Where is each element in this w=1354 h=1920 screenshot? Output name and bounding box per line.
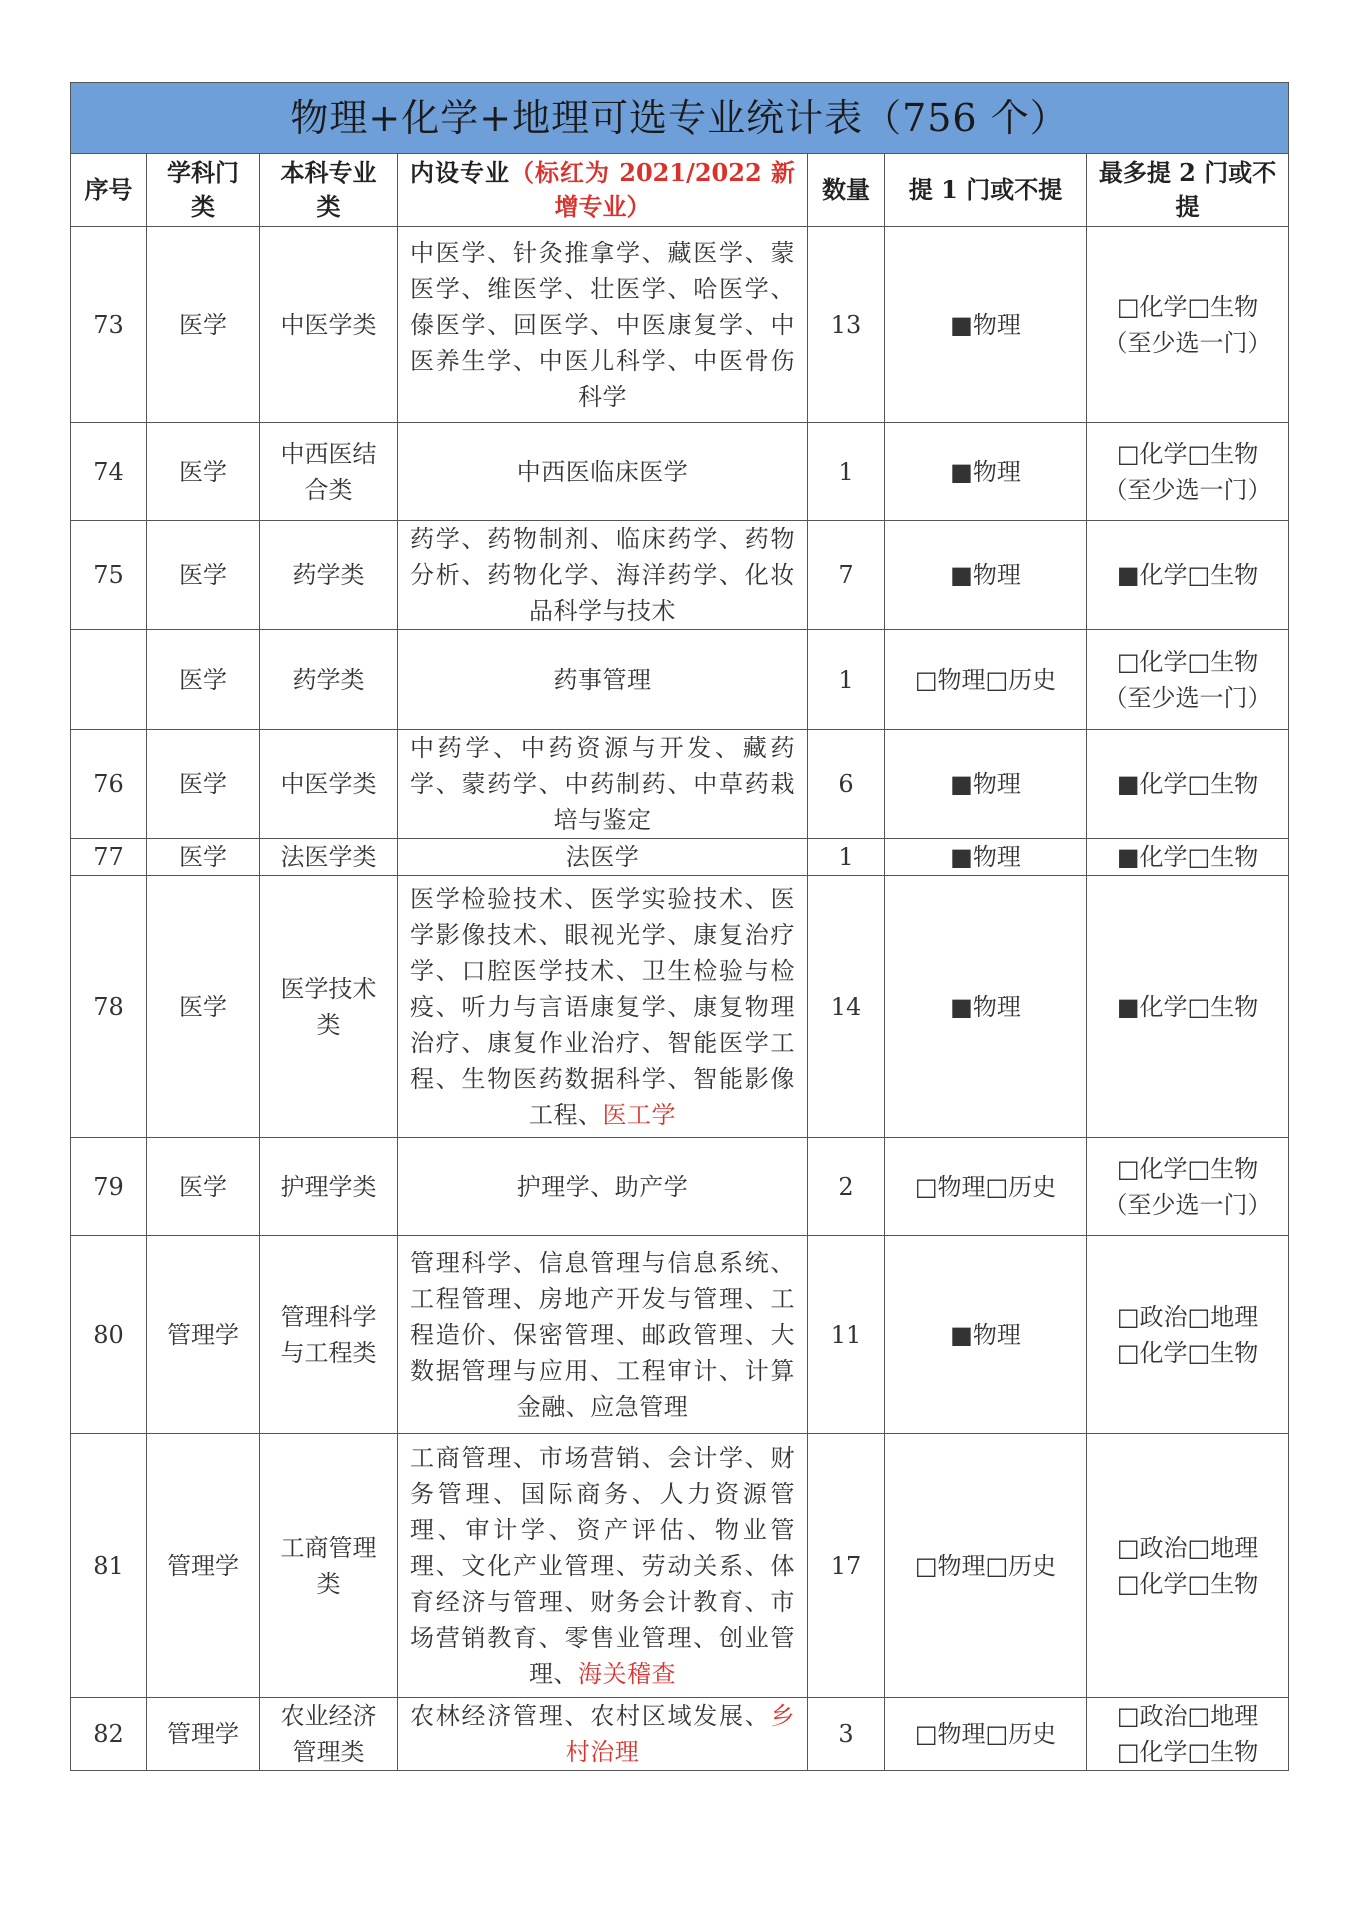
cell-category: 医学 — [147, 839, 260, 876]
table-title: 物理+化学+地理可选专业统计表（756 个） — [71, 83, 1289, 154]
cell-req2 — [1087, 839, 1289, 876]
header-req2: 最多提 2 门或不提 — [1087, 154, 1289, 227]
majors-text: 法医学 — [565, 843, 640, 871]
cell-class: 医学技术类 — [260, 876, 398, 1138]
cell-majors — [398, 1434, 808, 1698]
req2-line2: （至少选一门） — [1103, 683, 1272, 712]
cell-req2 — [1087, 876, 1289, 1138]
cell-count: 7 — [808, 521, 885, 630]
req2-line1: □化学□生物 — [1116, 647, 1259, 676]
cell-req1: □物理□历史 — [885, 1698, 1087, 1771]
table-row — [71, 730, 1289, 839]
cell-majors — [398, 423, 808, 521]
req2-line2: （至少选一门） — [1103, 328, 1272, 357]
table-row — [71, 1698, 1289, 1771]
cell-seq: 76 — [71, 730, 147, 839]
cell-seq: 75 — [71, 521, 147, 630]
table-row — [71, 227, 1289, 423]
cell-majors — [398, 521, 808, 630]
majors-text: 药事管理 — [553, 665, 652, 694]
cell-category: 医学 — [147, 1138, 260, 1236]
req2-line1: ■化学□生物 — [1116, 992, 1259, 1021]
req2-line1: ■化学□生物 — [1116, 843, 1259, 871]
req2-line1: ■化学□生物 — [1116, 561, 1259, 589]
table-row — [71, 1138, 1289, 1236]
cell-req2 — [1087, 630, 1289, 730]
cell-seq: 77 — [71, 839, 147, 876]
statistics-table — [70, 82, 1289, 1771]
cell-req1: ■物理 — [885, 876, 1087, 1138]
cell-count: 1 — [808, 839, 885, 876]
cell-majors — [398, 1138, 808, 1236]
cell-seq — [71, 630, 147, 730]
majors-text: 药学、药物制剂、临床药学、药物分析、药物化学、海洋药学、化妆品科学与技术 — [410, 525, 795, 625]
cell-class: 药学类 — [260, 630, 398, 730]
cell-class: 中医学类 — [260, 227, 398, 423]
cell-seq: 80 — [71, 1236, 147, 1434]
table-row — [71, 630, 1289, 730]
cell-category: 医学 — [147, 630, 260, 730]
cell-category: 医学 — [147, 227, 260, 423]
cell-seq: 79 — [71, 1138, 147, 1236]
header-majors-note: （标红为 2021/2022 新增专业） — [509, 158, 795, 221]
req2-line2: （至少选一门） — [1103, 1190, 1272, 1219]
table-row — [71, 839, 1289, 876]
header-majors — [398, 154, 808, 227]
cell-req1: ■物理 — [885, 839, 1087, 876]
cell-count: 2 — [808, 1138, 885, 1236]
cell-req2 — [1087, 521, 1289, 630]
cell-majors — [398, 730, 808, 839]
statistics-table-wrapper — [70, 82, 1288, 1771]
majors-text: 工商管理、市场营销、会计学、财务管理、国际商务、人力资源管理、审计学、资产评估、物业管理、文化产业管理、劳动关系、体育经济与管理、财务会计教育、市场营销教育、零售业管理、创业管理、 — [410, 1443, 795, 1688]
cell-count: 17 — [808, 1434, 885, 1698]
req2-line2: □化学□生物 — [1116, 1338, 1259, 1367]
cell-seq: 78 — [71, 876, 147, 1138]
header-req1: 提 1 门或不提 — [885, 154, 1087, 227]
table-row — [71, 876, 1289, 1138]
cell-seq: 81 — [71, 1434, 147, 1698]
cell-req1: ■物理 — [885, 521, 1087, 630]
cell-category: 医学 — [147, 730, 260, 839]
cell-majors — [398, 839, 808, 876]
cell-req2 — [1087, 1434, 1289, 1698]
cell-category: 医学 — [147, 423, 260, 521]
majors-text: 中药学、中药资源与开发、藏药学、蒙药学、中药制药、中草药栽培与鉴定 — [410, 734, 795, 834]
cell-seq: 82 — [71, 1698, 147, 1771]
cell-req2 — [1087, 423, 1289, 521]
cell-req1: □物理□历史 — [885, 1434, 1087, 1698]
cell-class: 法医学类 — [260, 839, 398, 876]
cell-req2 — [1087, 1698, 1289, 1771]
majors-text: 中医学、针灸推拿学、藏医学、蒙医学、维医学、壮医学、哈医学、傣医学、回医学、中医康复学、中医养生学、中医儿科学、中医骨伤科学 — [410, 238, 795, 411]
req2-line2: □化学□生物 — [1116, 1569, 1259, 1598]
req2-line1: □政治□地理 — [1116, 1533, 1259, 1562]
cell-req1: ■物理 — [885, 1236, 1087, 1434]
cell-count: 1 — [808, 423, 885, 521]
cell-category: 管理学 — [147, 1434, 260, 1698]
table-row — [71, 1236, 1289, 1434]
req2-line1: □化学□生物 — [1116, 439, 1259, 468]
cell-majors — [398, 876, 808, 1138]
table-row — [71, 521, 1289, 630]
cell-class: 护理学类 — [260, 1138, 398, 1236]
header-class: 本科专业类 — [260, 154, 398, 227]
header-majors-label: 内设专业 — [410, 158, 510, 187]
cell-count: 13 — [808, 227, 885, 423]
cell-req2 — [1087, 1236, 1289, 1434]
majors-new-text: 乡村治理 — [565, 1702, 795, 1766]
majors-new-text: 海关稽查 — [578, 1659, 676, 1688]
cell-majors — [398, 1698, 808, 1771]
cell-majors — [398, 227, 808, 423]
majors-text: 护理学、助产学 — [516, 1172, 689, 1201]
cell-majors — [398, 1236, 808, 1434]
header-category: 学科门类 — [147, 154, 260, 227]
req2-line1: □政治□地理 — [1116, 1302, 1259, 1331]
cell-req2 — [1087, 227, 1289, 423]
majors-text: 农林经济管理、农村区域发展、 — [410, 1702, 771, 1730]
cell-req2 — [1087, 1138, 1289, 1236]
cell-class: 管理科学与工程类 — [260, 1236, 398, 1434]
cell-seq: 73 — [71, 227, 147, 423]
req2-line2: □化学□生物 — [1116, 1738, 1259, 1766]
req2-line1: ■化学□生物 — [1116, 770, 1259, 798]
cell-req2 — [1087, 730, 1289, 839]
cell-count: 3 — [808, 1698, 885, 1771]
header-row — [71, 154, 1289, 227]
cell-class: 药学类 — [260, 521, 398, 630]
cell-req1: □物理□历史 — [885, 1138, 1087, 1236]
cell-class: 中西医结合类 — [260, 423, 398, 521]
cell-class: 工商管理类 — [260, 1434, 398, 1698]
cell-req1: ■物理 — [885, 423, 1087, 521]
majors-new-text: 医工学 — [602, 1100, 676, 1129]
cell-class: 农业经济管理类 — [260, 1698, 398, 1771]
cell-req1: ■物理 — [885, 227, 1087, 423]
cell-class: 中医学类 — [260, 730, 398, 839]
req2-line2: （至少选一门） — [1103, 475, 1272, 504]
cell-count: 6 — [808, 730, 885, 839]
cell-category: 医学 — [147, 876, 260, 1138]
req2-line1: □化学□生物 — [1116, 292, 1259, 321]
req2-line1: □政治□地理 — [1116, 1702, 1259, 1730]
majors-text: 中西医临床医学 — [516, 457, 689, 486]
cell-count: 11 — [808, 1236, 885, 1434]
cell-req1: □物理□历史 — [885, 630, 1087, 730]
table-body — [71, 227, 1289, 1771]
cell-seq: 74 — [71, 423, 147, 521]
cell-category: 管理学 — [147, 1698, 260, 1771]
cell-category: 管理学 — [147, 1236, 260, 1434]
majors-text: 管理科学、信息管理与信息系统、工程管理、房地产开发与管理、工程造价、保密管理、邮政管理、大数据管理与应用、工程审计、计算金融、应急管理 — [410, 1248, 795, 1421]
header-count: 数量 — [808, 154, 885, 227]
cell-req1: ■物理 — [885, 730, 1087, 839]
cell-count: 14 — [808, 876, 885, 1138]
cell-count: 1 — [808, 630, 885, 730]
req2-line1: □化学□生物 — [1116, 1154, 1259, 1183]
table-row — [71, 1434, 1289, 1698]
cell-category: 医学 — [147, 521, 260, 630]
table-row — [71, 423, 1289, 521]
header-seq: 序号 — [71, 154, 147, 227]
majors-text: 医学检验技术、医学实验技术、医学影像技术、眼视光学、康复治疗学、口腔医学技术、卫生检验与检疫、听力与言语康复学、康复物理治疗、康复作业治疗、智能医学工程、生物医药数据科学、智能影像工程、 — [410, 884, 795, 1129]
cell-majors — [398, 630, 808, 730]
